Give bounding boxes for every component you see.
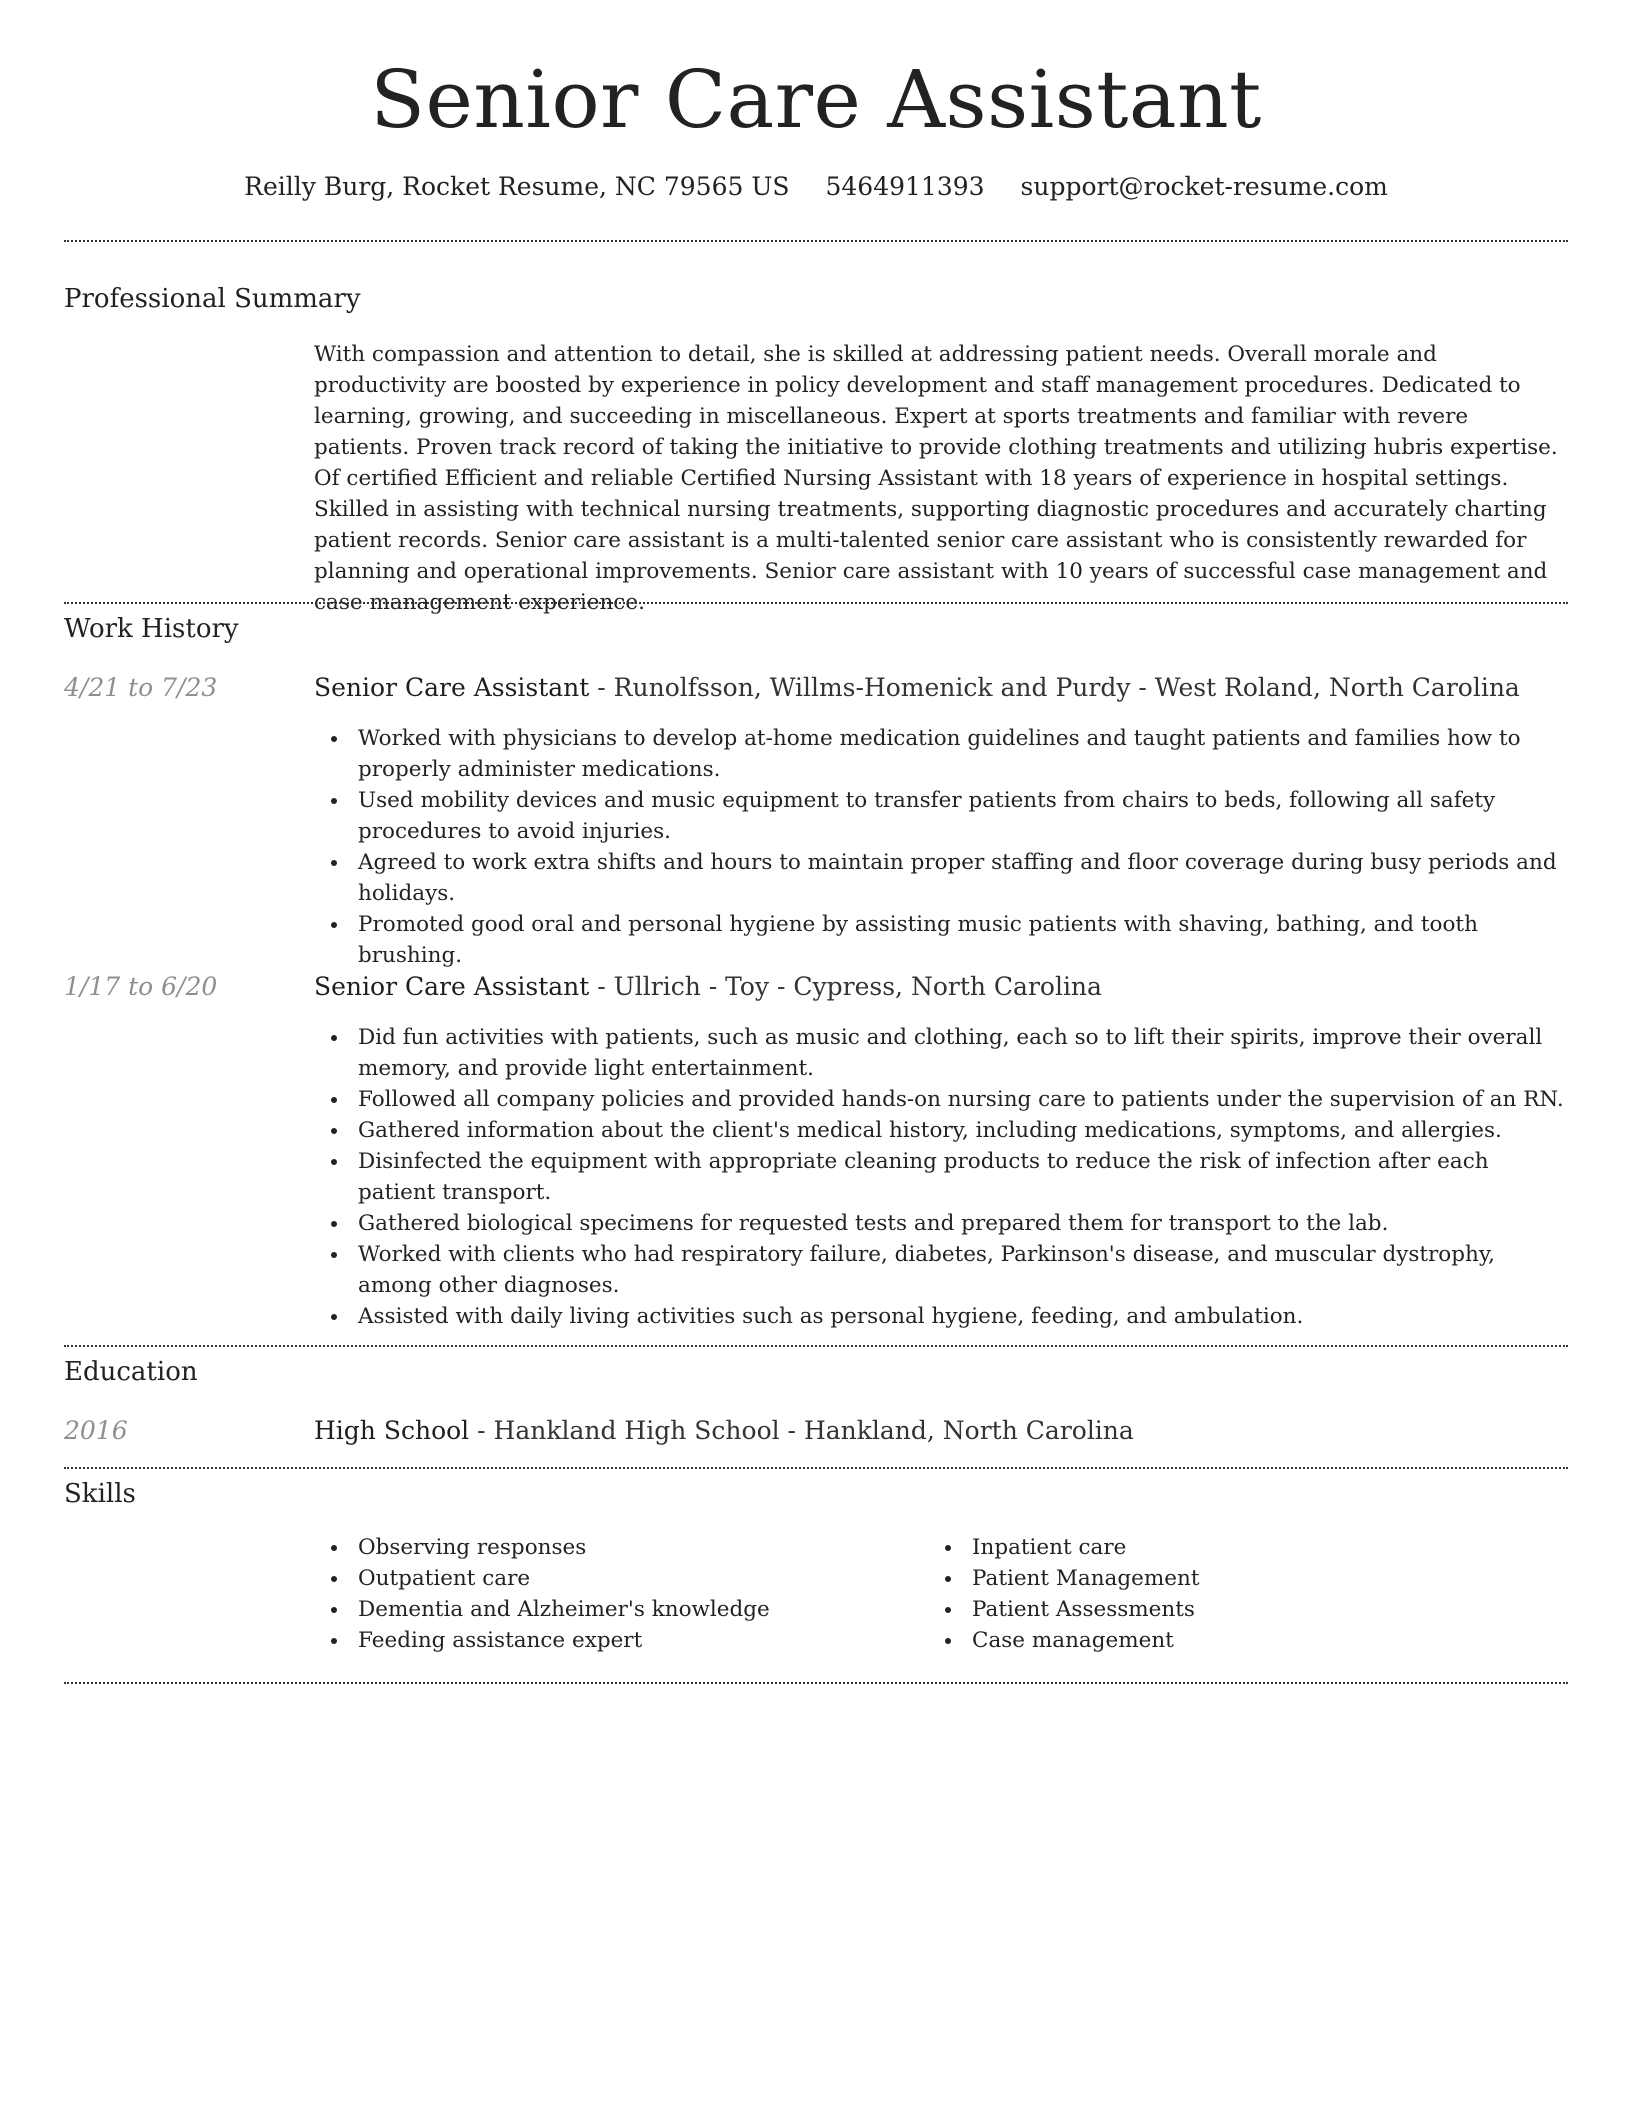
resume-name: Senior Care Assistant — [370, 53, 1262, 146]
skill-item: Dementia and Alzheimer's knowledge — [314, 1594, 914, 1625]
job-heading — [314, 671, 1568, 705]
skill-item: Patient Assessments — [928, 1594, 1548, 1625]
divider — [64, 602, 1568, 604]
skills-list-left — [314, 1532, 914, 1656]
skill-item: Inpatient care — [928, 1532, 1548, 1563]
section-title-skills: Skills — [64, 1479, 136, 1509]
job-bullets — [314, 1022, 1568, 1332]
divider — [64, 1345, 1568, 1347]
list-item: Assisted with daily living activities such as personal hygiene, feeding, and ambulation. — [314, 1301, 1568, 1332]
job-heading — [314, 970, 1568, 1004]
list-item: Followed all company policies and provided hands-on nursing care to patients under the supervision of an RN. — [314, 1084, 1568, 1115]
job-dates: 4/21 to 7/23 — [64, 673, 218, 702]
job-position: Senior Care Assistant — [314, 972, 590, 1001]
list-item: Gathered information about the client's medical history, including medications, symptoms, and allergies. — [314, 1115, 1568, 1146]
job-bullets — [314, 723, 1568, 971]
education-year: 2016 — [64, 1416, 128, 1445]
job-dates: 1/17 to 6/20 — [64, 972, 218, 1001]
list-item: Worked with physicians to develop at-home medication guidelines and taught patients and families how to properly administer medications. — [314, 723, 1568, 785]
education-school-location: - Hankland High School - Hankland, North Carolina — [469, 1416, 1134, 1445]
list-item: Did fun activities with patients, such as music and clothing, each so to lift their spirits, improve their overall memory, and provide light entertainment. — [314, 1022, 1568, 1084]
section-title-work: Work History — [64, 614, 239, 644]
education-degree: High School — [314, 1416, 470, 1445]
list-item: Agreed to work extra shifts and hours to maintain proper staffing and floor coverage during busy periods and holidays. — [314, 847, 1568, 909]
list-item: Worked with clients who had respiratory failure, diabetes, Parkinson's disease, and muscular dystrophy, among other diagnoses. — [314, 1239, 1568, 1301]
list-item: Disinfected the equipment with appropriate cleaning products to reduce the risk of infection after each patient transport. — [314, 1146, 1568, 1208]
skill-item: Outpatient care — [314, 1563, 914, 1594]
divider — [64, 1467, 1568, 1469]
skill-item: Feeding assistance expert — [314, 1625, 914, 1656]
skill-item: Patient Management — [928, 1563, 1548, 1594]
skills-list-right — [928, 1532, 1548, 1656]
education-heading — [314, 1414, 1568, 1448]
skill-item: Case management — [928, 1625, 1548, 1656]
summary-text: With compassion and attention to detail, she is skilled at addressing patient needs. Overall morale and productivity are boosted by experience in policy development and staff management procedures. Dedicated to learning, growing, and succeeding in miscellaneous. Expert at sports treatments and familiar with revere patients. Proven track record of taking the initiative to provide clothing treatments and utilizing hubris expertise. Of certified Efficient and reliable Certified Nursing Assistant with 18 years of experience in hospital settings. Skilled in assisting with technical nursing treatments, supporting diagnostic procedures and accurately charting patient records. Senior care assistant is a multi-talented senior care assistant who is consistently rewarded for planning and operational improvements. Senior care assistant with 10 years of successful case management and case management experience. — [314, 342, 1558, 615]
contact-email: support@rocket-resume.com — [1020, 172, 1388, 201]
contact-phone: 5464911393 — [825, 172, 985, 201]
job-employer-location: - Runolfsson, Willms-Homenick and Purdy - West Roland, North Carolina — [589, 673, 1520, 702]
list-item: Promoted good oral and personal hygiene by assisting music patients with shaving, bathing, and tooth brushing. — [314, 909, 1568, 971]
divider — [64, 1682, 1568, 1684]
contact-address: Reilly Burg, Rocket Resume, NC 79565 US — [244, 172, 790, 201]
job-employer-location: - Ullrich - Toy - Cypress, North Carolina — [589, 972, 1102, 1001]
divider — [64, 240, 1568, 242]
job-position: Senior Care Assistant — [314, 673, 590, 702]
list-item: Gathered biological specimens for requested tests and prepared them for transport to the lab. — [314, 1208, 1568, 1239]
contact-line — [64, 170, 1568, 204]
section-title-summary: Professional Summary — [64, 284, 361, 314]
section-title-education: Education — [64, 1357, 198, 1387]
list-item: Used mobility devices and music equipment to transfer patients from chairs to beds, following all safety procedures to avoid injuries. — [314, 785, 1568, 847]
skill-item: Observing responses — [314, 1532, 914, 1563]
